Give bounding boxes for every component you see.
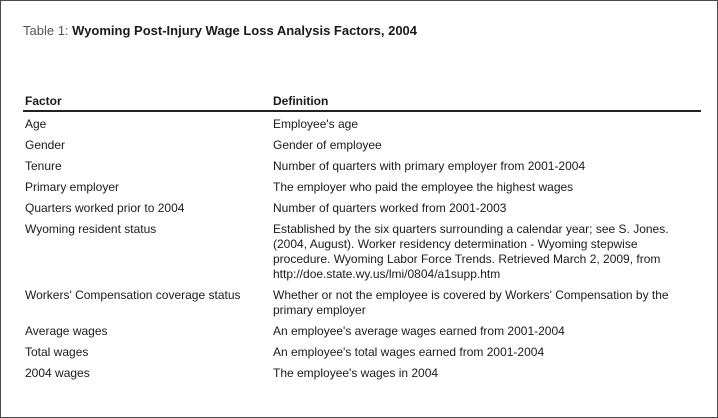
definition-cell: Number of quarters with primary employer from 2001-2004	[273, 159, 586, 173]
factor-cell: 2004 wages	[25, 366, 90, 380]
table-row	[23, 112, 701, 135]
factor-cell: Tenure	[25, 159, 62, 173]
factor-cell: Total wages	[25, 345, 89, 359]
table-row	[23, 363, 701, 384]
definition-cell: The employee's wages in 2004	[273, 366, 439, 380]
table-row	[23, 321, 701, 342]
definition-cell: Number of quarters worked from 2001-2003	[273, 201, 507, 215]
factor-cell: Wyoming resident status	[25, 222, 157, 236]
factors-table	[23, 93, 701, 384]
definition-cell: Whether or not the employee is covered by Workers' Compensation by the primary employer	[273, 288, 669, 317]
definition-cell: Established by the six quarters surrounding a calendar year; see S. Jones. (2004, August). Worker residency determination - Wyoming stepwise procedure. Wyoming Labor Force Trends. Retrieved March 2, 2009, from http://doe.state.wy.us/lmi/0804/a1supp.htm	[273, 222, 669, 281]
header-definition: Definition	[273, 94, 329, 108]
table-row	[23, 285, 701, 321]
definition-cell: An employee's average wages earned from 2001-2004	[273, 324, 565, 338]
table-caption	[23, 23, 417, 39]
factor-cell: Quarters worked prior to 2004	[25, 201, 185, 215]
caption-title: Wyoming Post-Injury Wage Loss Analysis Factors, 2004	[72, 23, 418, 38]
definition-cell: An employee's total wages earned from 2001-2004	[273, 345, 545, 359]
header-factor: Factor	[25, 94, 62, 108]
table-row	[23, 219, 701, 285]
table-header-row	[23, 93, 701, 112]
definition-cell: Gender of employee	[273, 138, 382, 152]
table-row	[23, 198, 701, 219]
table-row	[23, 135, 701, 156]
factor-cell: Workers' Compensation coverage status	[25, 288, 241, 302]
definition-cell: The employer who paid the employee the highest wages	[273, 180, 574, 194]
factor-cell: Average wages	[25, 324, 108, 338]
factor-cell: Primary employer	[25, 180, 120, 194]
table-row	[23, 156, 701, 177]
definition-cell: Employee's age	[273, 117, 359, 131]
factor-cell: Gender	[25, 138, 66, 152]
table-row	[23, 177, 701, 198]
caption-label: Table 1:	[23, 23, 69, 38]
factor-cell: Age	[25, 117, 47, 131]
table-row	[23, 342, 701, 363]
